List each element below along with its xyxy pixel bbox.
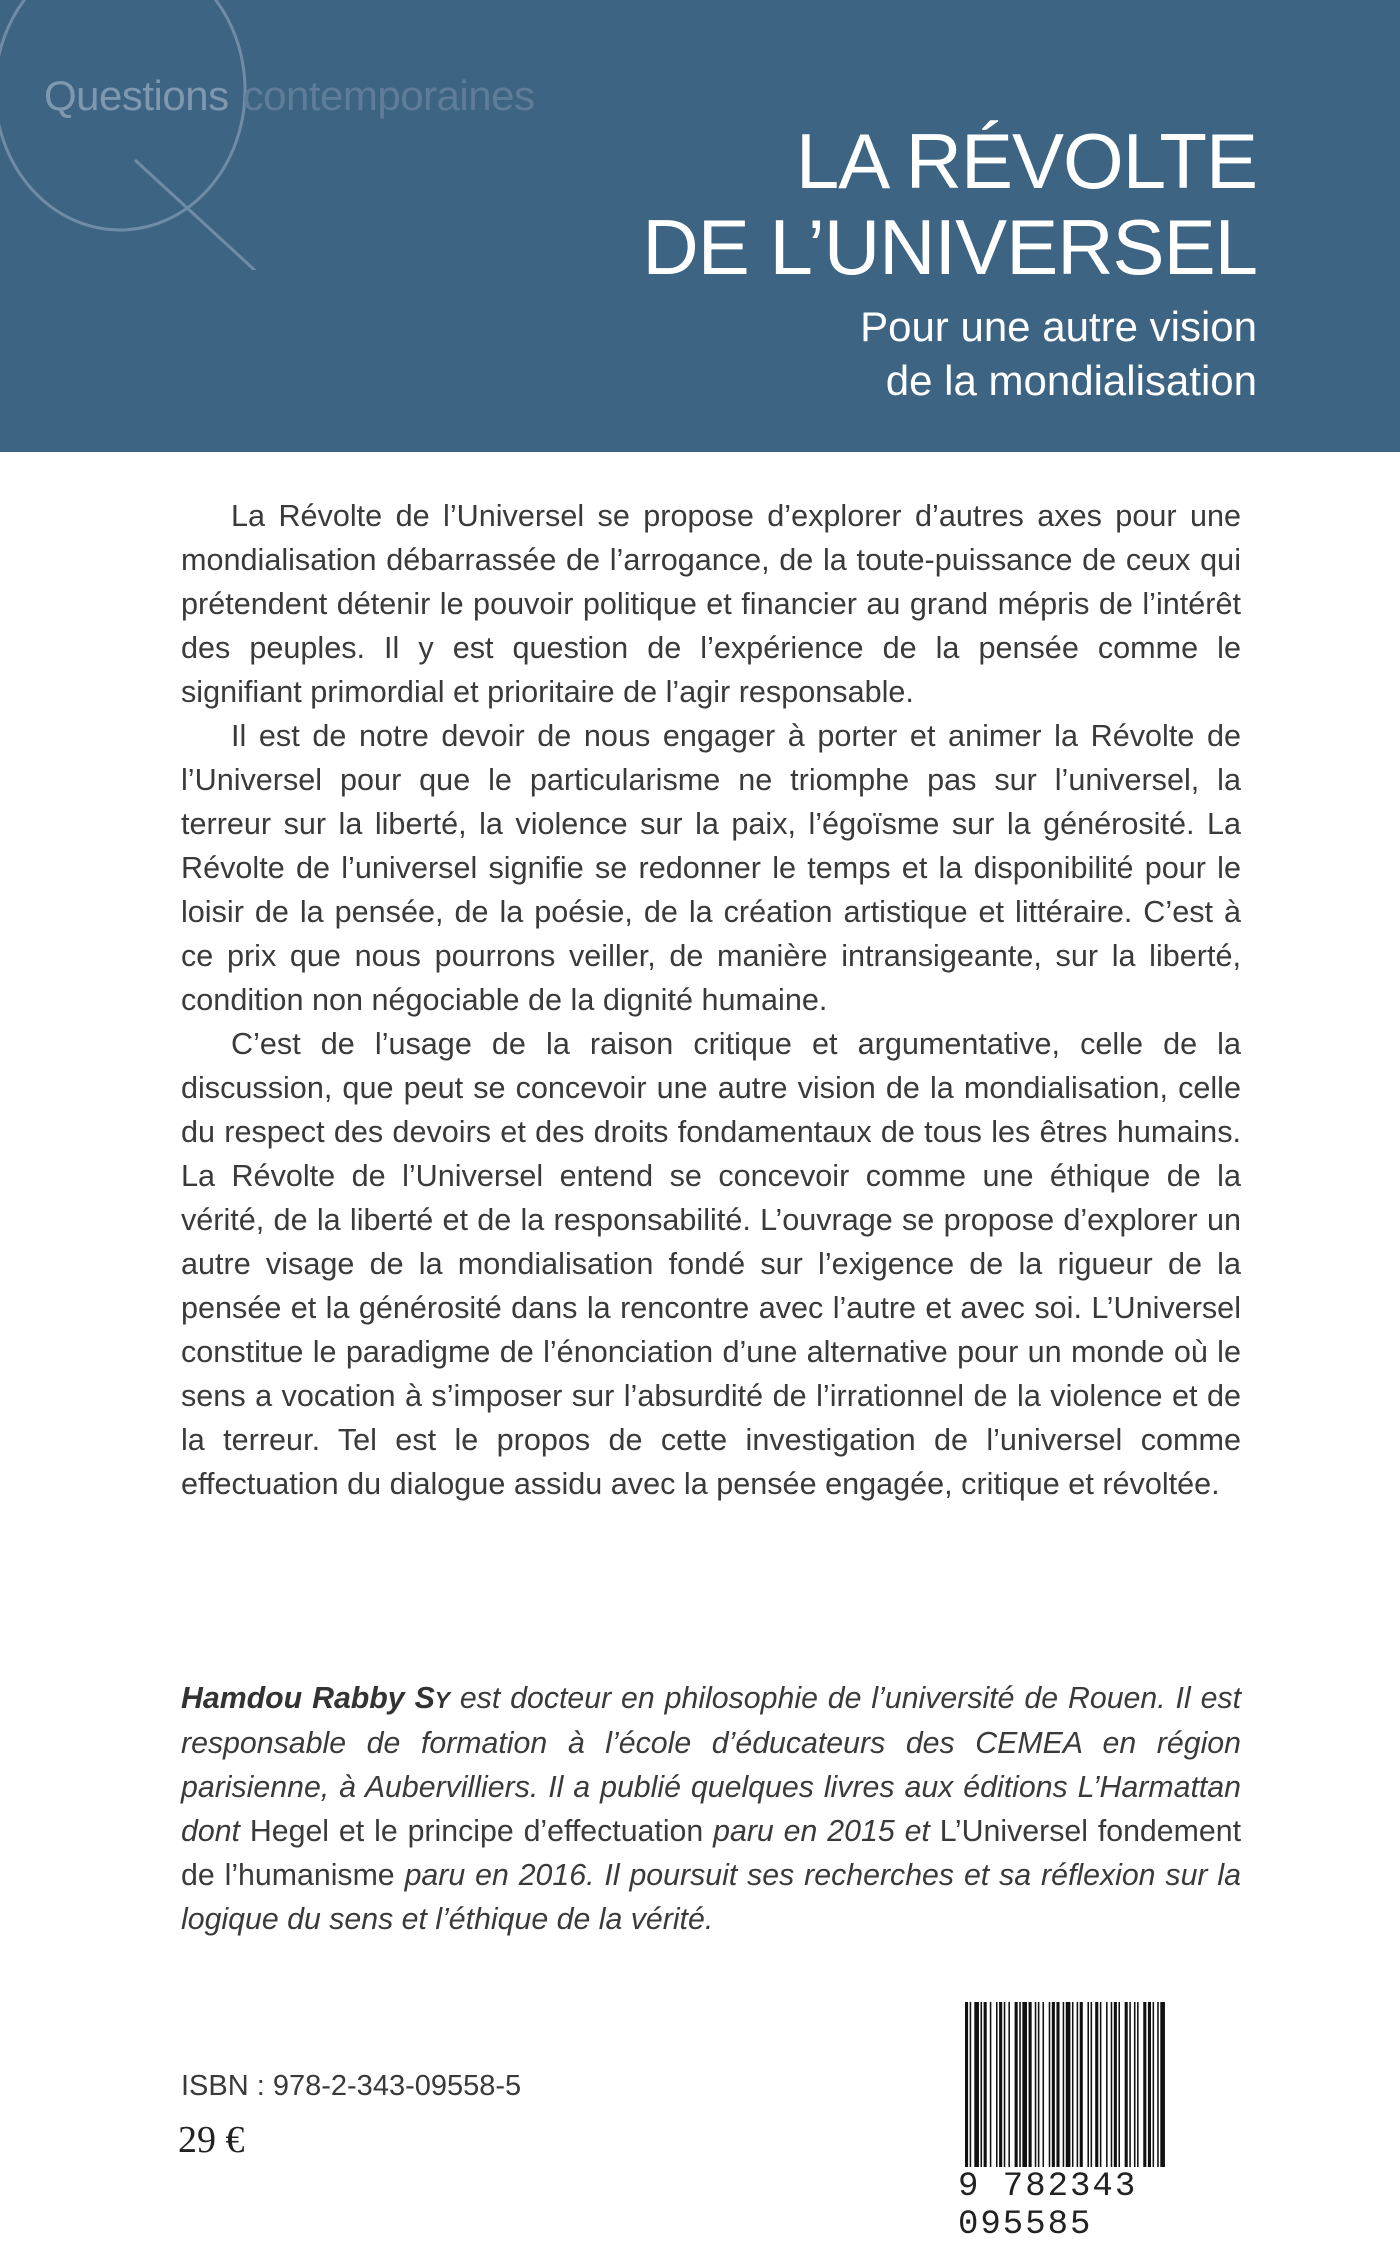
book-reference: Hegel et le principe d’effectuation [249,1815,704,1848]
author-bio [181,1677,1241,1942]
book-reference: L’Universel fondement de l’humanisme [181,1815,1241,1892]
barcode-icon [965,2002,1241,2167]
summary-paragraph: Il est de notre devoir de nous engager à porter et animer la Révolte de l’Universel pour que le particularisme ne triomphe pas sur l’universel, la terreur sur la liberté, la violence sur la paix, l’égoïsme sur la générosité. La Révolte de l’universel signifie se redonner le temps et la disponibilité pour le loisir de la pensée, de la poésie, de la création artistique et littéraire. C’est à ce prix que nous pourrons veiller, de manière intransigeante, sur la liberté, condition non négociable de la dignité humaine. [181,719,1241,1017]
isbn: ISBN : 978-2-343-09558-5 [181,2070,522,2102]
bio-text: est docteur en philosophie de l’université de Rouen. Il est responsable de formation à l’école d’éducateurs des CEMEA en région parisienne, à Aubervilliers. Il a publié quelques livres aux éditions L’Harmattan dont [181,1682,1242,1848]
title-line-1: LA RÉVOLTE [795,117,1257,205]
q-letter-icon [0,0,270,270]
price: 29 € [178,2119,245,2161]
title-line-2: DE L’UNIVERSEL [642,203,1257,291]
summary-paragraph: C’est de l’usage de la raison critique et argumentative, celle de la discussion, que peut se concevoir une autre vision de la mondialisation, celle du respect des devoirs et des droits fondamentaux de tous les êtres humains. La Révolte de l’Universel entend se concevoir comme une éthique de la vérité, de la liberté et de la responsabilité. L’ouvrage se propose d’explorer un autre visage de la mondialisation fondé sur l’exigence de la rigueur de la pensée et la générosité dans la rencontre avec l’autre et avec soi. L’Universel constitue le paradigme de l’énonciation d’une alternative pour un monde où le sens a vocation à s’imposer sur l’absurdité de l’irrationnel de la violence et de la terreur. Tel est le propos de cette investigation de l’universel comme effectuation du dialogue assidu avec la pensée engagée, critique et révoltée. [181,1027,1241,1501]
bio-text: paru en 2016. Il poursuit ses recherches et sa réflexion sur la logique du sens et l’éthique de la vérité. [181,1859,1241,1936]
cover-header-band [0,0,1400,452]
series-word-2: contemporaines [242,72,535,119]
subtitle-line-1: Pour une autre vision [860,303,1257,350]
subtitle-line-2: de la mondialisation [885,357,1257,404]
barcode-digits: 9 782343 095585 [958,2168,1138,2244]
bio-text: paru en 2015 et [703,1815,940,1848]
series-word-1: Questions [44,72,229,119]
author-name: Hamdou Rabby SY [181,1682,450,1715]
summary-paragraph: La Révolte de l’Universel se propose d’explorer d’autres axes pour une mondialisation débarrassée de l’arrogance, de la toute-puissance de ceux qui prétendent détenir le pouvoir politique et financier au grand mépris de l’intérêt des peuples. Il y est question de l’expérience de la pensée comme le signifiant primordial et prioritaire de l’agir responsable. [181,499,1241,709]
book-title [642,118,1257,290]
book-subtitle [860,300,1257,408]
summary-text [181,494,1241,1506]
series-name [44,72,534,120]
